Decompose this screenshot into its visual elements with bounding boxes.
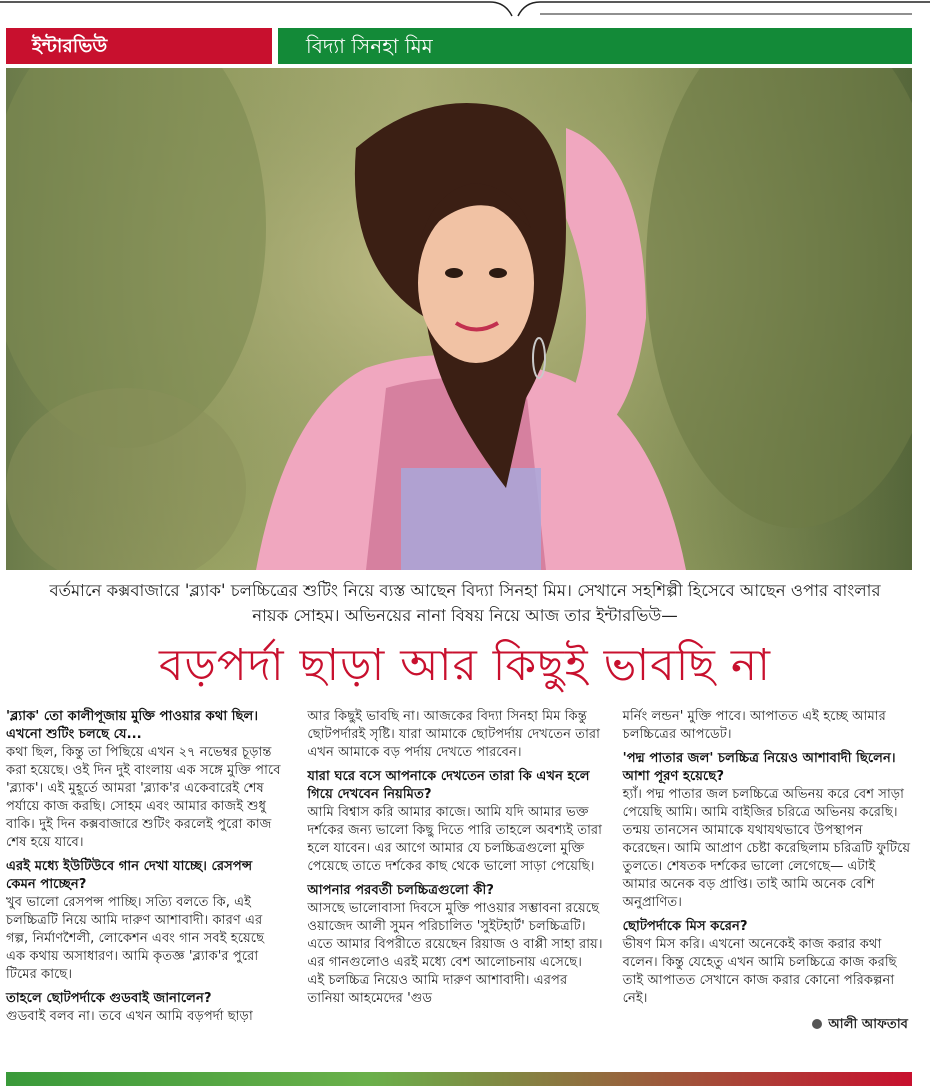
section-label: ইন্টারভিউ — [6, 28, 272, 64]
subject-name: বিদ্যা সিনহা মিম — [278, 28, 912, 64]
answer: কথা ছিল, কিন্তু তা পিছিয়ে এখন ২৭ নভেম্বর চূড়ান্ত করা হয়েছে। ওই দিন দুই বাংলায় এক সঙ্গে মুক্তি পাবে 'ব্ল্যাক'। এই মুহূর্তে আমরা 'ব্ল্যাক'র একেবারেই শেষ পর্যায়ে কাজ করছি। সোহম এবং আমার কাজই শুধু বাকি। দুই দিন কক্সবাজারে শুটিং করলেই পুরো কাজ শেষ হয়ে যাবে। — [6, 745, 281, 850]
answer: খুব ভালো রেসপন্স পাচ্ছি। সত্যি বলতে কি, এই চলচ্চিত্রটি নিয়ে আমি দারুণ আশাবাদী। কারণ এর গল্প, নির্মাণশৈলী, লোকেশন এবং গান সবই হয়েছে এক কথায় অসাধারণ। আমি কৃতজ্ঞ 'ব্ল্যাক'র পুরো টিমের কাছে। — [6, 895, 265, 982]
answer: আমি বিশ্বাস করি আমার কাজে। আমি যদি আমার ভক্ত দর্শকের জন্য ভালো কিছু দিতে পারি তাহলে অবশ্যই তারা হলে যাবেন। এর আগে আমার যে চলচ্চিত্রগুলো মুক্তি পেয়েছে তাতে দর্শকের কাছ থেকে ভালো সাড়া পেয়েছি। — [307, 805, 603, 874]
column-2 — [307, 708, 602, 1068]
answer: মর্নিং লন্ডন' মুক্তি পাবে। আপাতত এই হচ্ছে আমার চলচ্চিত্রের আপডেট। — [622, 709, 886, 742]
interview-photo — [6, 68, 912, 570]
question: এরই মধ্যে ইউটিউবে গান দেখা যাচ্ছে। রেসপন্স কেমন পাচ্ছেন? — [6, 859, 253, 892]
answer: আর কিছুই ভাবছি না। আজকের বিদ্যা সিনহা মিম কিন্তু ছোটপর্দারই সৃষ্টি। যারা আমাকে ছোটপর্দায় দেখতেন তারা এখন আমাকে বড় পর্দায় দেখতে পারবেন। — [307, 709, 600, 760]
answer: গুডবাই বলব না। তবে এখন আমি বড়পর্দা ছাড়া — [6, 1009, 253, 1024]
bottom-color-bar — [6, 1072, 912, 1086]
column-1 — [6, 708, 285, 1068]
author-name: আলী আফতাব — [828, 1017, 908, 1032]
column-3 — [623, 708, 912, 1068]
answer: ভীষণ মিস করি। এখনো অনেকেই কাজ করার কথা বলেন। কিন্তু যেহেতু এখন আমি চলচ্চিত্রে কাজ করছি তাই আপাতত সেখানে কাজ করার কোনো পরিকল্পনা নেই। — [622, 937, 897, 1006]
question: আপনার পরবর্তী চলচ্চিত্রগুলো কী? — [307, 883, 494, 898]
bullet-icon — [812, 1019, 822, 1029]
question: 'পদ্ম পাতার জল' চলচ্চিত্র নিয়েও আশাবাদী ছিলেন। আশা পূরণ হয়েছে? — [622, 751, 896, 784]
top-border-curves — [0, 0, 930, 24]
question: তাহলে ছোটপর্দাকে গুডবাই জানালেন? — [6, 991, 212, 1006]
header-bar — [6, 28, 912, 64]
question: 'ব্ল্যাক' তো কালীপূজায় মুক্তি পাওয়ার কথা ছিল। এখনো শুটিং চলছে যে... — [6, 709, 259, 742]
answer: আসছে ভালোবাসা দিবসে মুক্তি পাওয়ার সম্ভাবনা রয়েছে ওয়াজেদ আলী সুমন পরিচালিত 'সুইটহার্ট' চলচ্চিত্রটি। এতে আমার বিপরীতে রয়েছেন রিয়াজ ও বাপ্পী সাহা রায়। এর গানগুলোও এরই মধ্যে বেশ আলোচনায় এসেছে। এই চলচ্চিত্র নিয়েও আমি দারুণ আশাবাদী। এরপর তানিয়া আহমেদের 'গুড — [307, 901, 603, 1006]
byline — [623, 1016, 912, 1034]
answer: হ্যাঁ। পদ্ম পাতার জল চলচ্চিত্রে অভিনয় করে বেশ সাড়া পেয়েছি আমি। আমি বাইজির চরিত্রে অভিনয় করেছি। তন্ময় তানসেন আমাকে যথাযথভাবে উপস্থাপন করেছেন। আমি আপ্রাণ চেষ্টা করেছিলাম চরিত্রটি ফুটিয়ে তুলতে। শেষতক দর্শকের ভালো লেগেছে— এটাই আমার অনেক বড় প্রাপ্তি। তাই আমি অনেক বেশি অনুপ্রাণিত। — [622, 787, 911, 910]
photo-caption: বর্তমানে কক্সবাজারে 'ব্ল্যাক' চলচ্চিত্রের শুটিং নিয়ে ব্যস্ত আছেন বিদ্যা সিনহা মিম। সেখানে সহশিল্পী হিসেবে আছেন ওপার বাংলার নায়ক সোহম। অভিনয়ের নানা বিষয় নিয়ে আজ তার ইন্টারভিউ— — [49, 581, 881, 625]
question: ছোটপর্দাকে মিস করেন? — [622, 919, 748, 934]
question: যারা ঘরে বসে আপনাকে দেখতেন তারা কি এখন হলে গিয়ে দেখবেন নিয়মিত? — [307, 769, 590, 802]
headline: বড়পর্দা ছাড়া আর কিছুই ভাবছি না — [159, 640, 771, 691]
article-body — [6, 708, 912, 1068]
